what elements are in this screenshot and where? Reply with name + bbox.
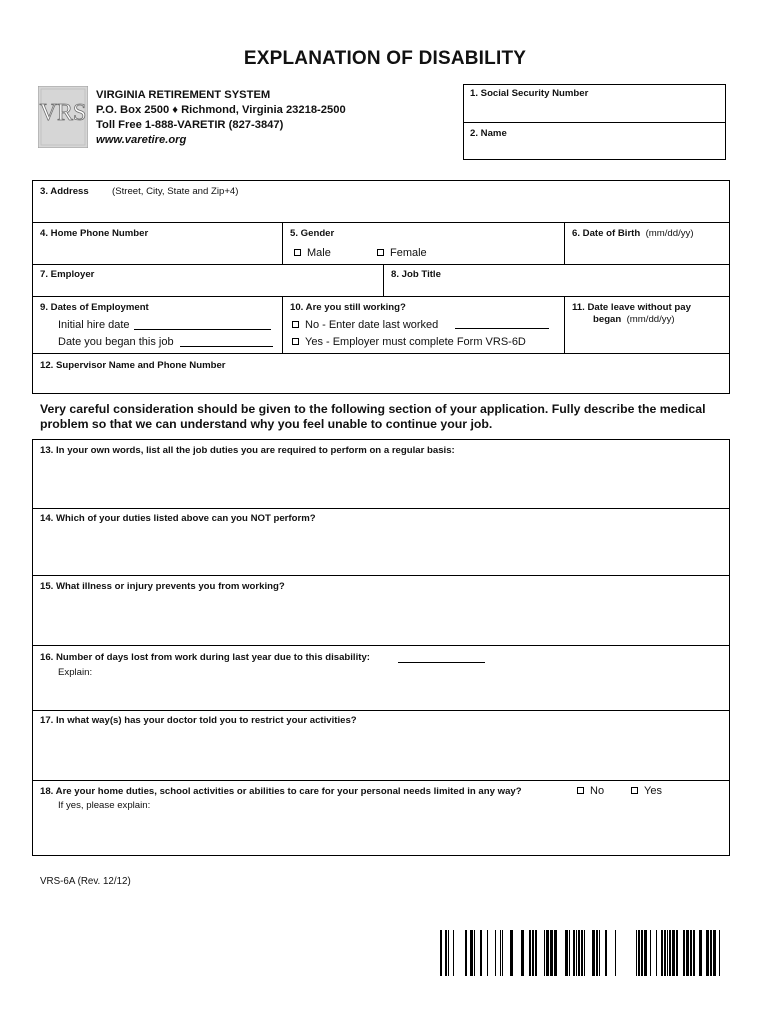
- barcode-bar: [440, 930, 442, 976]
- barcode-bar: [546, 930, 549, 976]
- barcode-bar: [578, 930, 580, 976]
- org-address: P.O. Box 2500 ♦ Richmond, Virginia 23218-2500: [96, 104, 346, 116]
- barcode-bar: [599, 930, 600, 976]
- home-phone-label: 4. Home Phone Number: [40, 228, 149, 239]
- q13-field[interactable]: [34, 458, 728, 506]
- page-title: EXPLANATION OF DISABILITY: [243, 48, 527, 69]
- barcode-bar: [510, 930, 513, 976]
- barcode-bar: [661, 930, 663, 976]
- barcode-bar: [453, 930, 454, 976]
- barcode-bar: [573, 930, 575, 976]
- org-website[interactable]: www.varetire.org: [96, 134, 187, 146]
- initial-hire-label: Initial hire date: [58, 319, 130, 331]
- still-working-yes-option[interactable]: Yes - Employer must complete Form VRS-6D: [292, 336, 526, 348]
- dob-label: 6. Date of Birth (mm/dd/yy): [572, 228, 694, 239]
- q18-no-checkbox[interactable]: [577, 787, 584, 794]
- barcode-bar: [592, 930, 595, 976]
- male-checkbox[interactable]: [294, 249, 301, 256]
- barcode-bar: [554, 930, 557, 976]
- barcode-bar: [465, 930, 467, 976]
- barcode-bar: [636, 930, 637, 976]
- org-name: VIRGINIA RETIREMENT SYSTEM: [96, 89, 271, 101]
- barcode-bar: [445, 930, 447, 976]
- gender-label: 5. Gender: [290, 228, 335, 239]
- leave-date-field[interactable]: [566, 328, 728, 351]
- barcode-bar: [535, 930, 537, 976]
- q16-days-field[interactable]: [398, 662, 485, 663]
- barcode-bar: [474, 930, 475, 976]
- address-field[interactable]: [34, 200, 728, 220]
- still-working-label: 10. Are you still working?: [290, 302, 406, 313]
- barcode-bar: [669, 930, 671, 976]
- form-id: VRS-6A (Rev. 12/12): [40, 876, 131, 887]
- address-hint: (Street, City, State and Zip+4): [112, 186, 239, 197]
- barcode-bar: [565, 930, 568, 976]
- home-phone-field[interactable]: [34, 242, 280, 262]
- barcode-bar: [641, 930, 643, 976]
- q18-yes-checkbox[interactable]: [631, 787, 638, 794]
- q13-label: 13. In your own words, list all the job duties you are required to perform on a regular basis:: [40, 445, 455, 456]
- no-checkbox[interactable]: [292, 321, 299, 328]
- barcode-bar: [581, 930, 583, 976]
- barcode-bar: [686, 930, 689, 976]
- ssn-label: 1. Social Security Number: [470, 88, 589, 99]
- barcode-bar: [480, 930, 482, 976]
- ssn-field[interactable]: [464, 100, 725, 121]
- barcode-bar: [470, 930, 473, 976]
- barcode: [440, 930, 720, 976]
- barcode-bar: [638, 930, 640, 976]
- barcode-bar: [672, 930, 675, 976]
- barcode-bar: [690, 930, 692, 976]
- barcode-bar: [719, 930, 720, 976]
- barcode-bar: [544, 930, 545, 976]
- q15-label: 15. What illness or injury prevents you from working?: [40, 581, 285, 592]
- q18-explain-field[interactable]: [34, 814, 728, 854]
- barcode-bar: [676, 930, 678, 976]
- org-phone: Toll Free 1-888-VARETIR (827-3847): [96, 119, 284, 131]
- intro-text: Very careful consideration should be given to the following section of your application. Fully describe the medical problem so that we can understand why you feel unable to continue your job.: [40, 402, 706, 431]
- org-info: [96, 88, 346, 148]
- barcode-bar: [532, 930, 534, 976]
- barcode-bar: [502, 930, 503, 976]
- barcode-bar: [487, 930, 488, 976]
- barcode-bar: [596, 930, 598, 976]
- barcode-bar: [699, 930, 702, 976]
- barcode-bar: [569, 930, 570, 976]
- q18-no-option[interactable]: No: [577, 785, 604, 797]
- barcode-bar: [495, 930, 496, 976]
- supervisor-field[interactable]: [34, 372, 728, 392]
- employer-field[interactable]: [110, 266, 380, 294]
- barcode-bar: [605, 930, 607, 976]
- barcode-bar: [713, 930, 716, 976]
- leave-date-label-2: began (mm/dd/yy): [593, 314, 675, 325]
- q17-label: 17. In what way(s) has your doctor told you to restrict your activities?: [40, 715, 357, 726]
- q14-label: 14. Which of your duties listed above can you NOT perform?: [40, 513, 316, 524]
- yes-checkbox[interactable]: [292, 338, 299, 345]
- employer-label: 7. Employer: [40, 269, 95, 280]
- barcode-bar: [550, 930, 553, 976]
- q16-label: 16. Number of days lost from work during last year due to this disability:: [40, 652, 370, 663]
- q18-explain-label: If yes, please explain:: [58, 800, 151, 811]
- q18-label: 18. Are your home duties, school activities or abilities to care for your personal needs limited in any way?: [40, 786, 522, 797]
- barcode-bar: [656, 930, 657, 976]
- barcode-bar: [615, 930, 616, 976]
- barcode-bar: [650, 930, 651, 976]
- q14-field[interactable]: [34, 526, 728, 573]
- q16-explain-field[interactable]: [34, 680, 728, 708]
- vrs-logo: [38, 86, 88, 148]
- barcode-bar: [521, 930, 524, 976]
- gender-male-option[interactable]: Male: [294, 247, 331, 259]
- job-title-field[interactable]: [455, 266, 727, 294]
- job-title-label: 8. Job Title: [391, 269, 441, 280]
- barcode-bar: [576, 930, 577, 976]
- barcode-bar: [644, 930, 647, 976]
- date-last-worked-field[interactable]: [455, 328, 549, 329]
- name-field[interactable]: [464, 140, 725, 159]
- barcode-bar: [683, 930, 685, 976]
- q16-explain-label: Explain:: [58, 667, 93, 678]
- logo-text: VRS: [39, 100, 87, 126]
- barcode-bar: [693, 930, 695, 976]
- address-label: 3. Address: [40, 186, 89, 197]
- date-began-field[interactable]: [180, 346, 273, 347]
- female-checkbox[interactable]: [377, 249, 384, 256]
- name-label: 2. Name: [470, 128, 507, 139]
- initial-hire-field[interactable]: [134, 329, 271, 330]
- barcode-bar: [706, 930, 709, 976]
- barcode-bar: [664, 930, 666, 976]
- barcode-bar: [500, 930, 501, 976]
- q15-field[interactable]: [34, 594, 728, 643]
- date-began-label: Date you began this job: [58, 336, 174, 348]
- q17-field[interactable]: [34, 728, 728, 778]
- barcode-bar: [667, 930, 668, 976]
- still-working-no-option[interactable]: No - Enter date last worked: [292, 319, 438, 331]
- barcode-bar: [584, 930, 585, 976]
- barcode-bar: [529, 930, 531, 976]
- dates-employment-label: 9. Dates of Employment: [40, 302, 149, 313]
- q18-yes-option[interactable]: Yes: [631, 785, 662, 797]
- dob-field[interactable]: [566, 242, 728, 262]
- barcode-bar: [448, 930, 449, 976]
- supervisor-label: 12. Supervisor Name and Phone Number: [40, 360, 226, 371]
- leave-date-label: 11. Date leave without pay: [572, 302, 691, 313]
- barcode-bar: [710, 930, 712, 976]
- gender-female-option[interactable]: Female: [377, 247, 427, 259]
